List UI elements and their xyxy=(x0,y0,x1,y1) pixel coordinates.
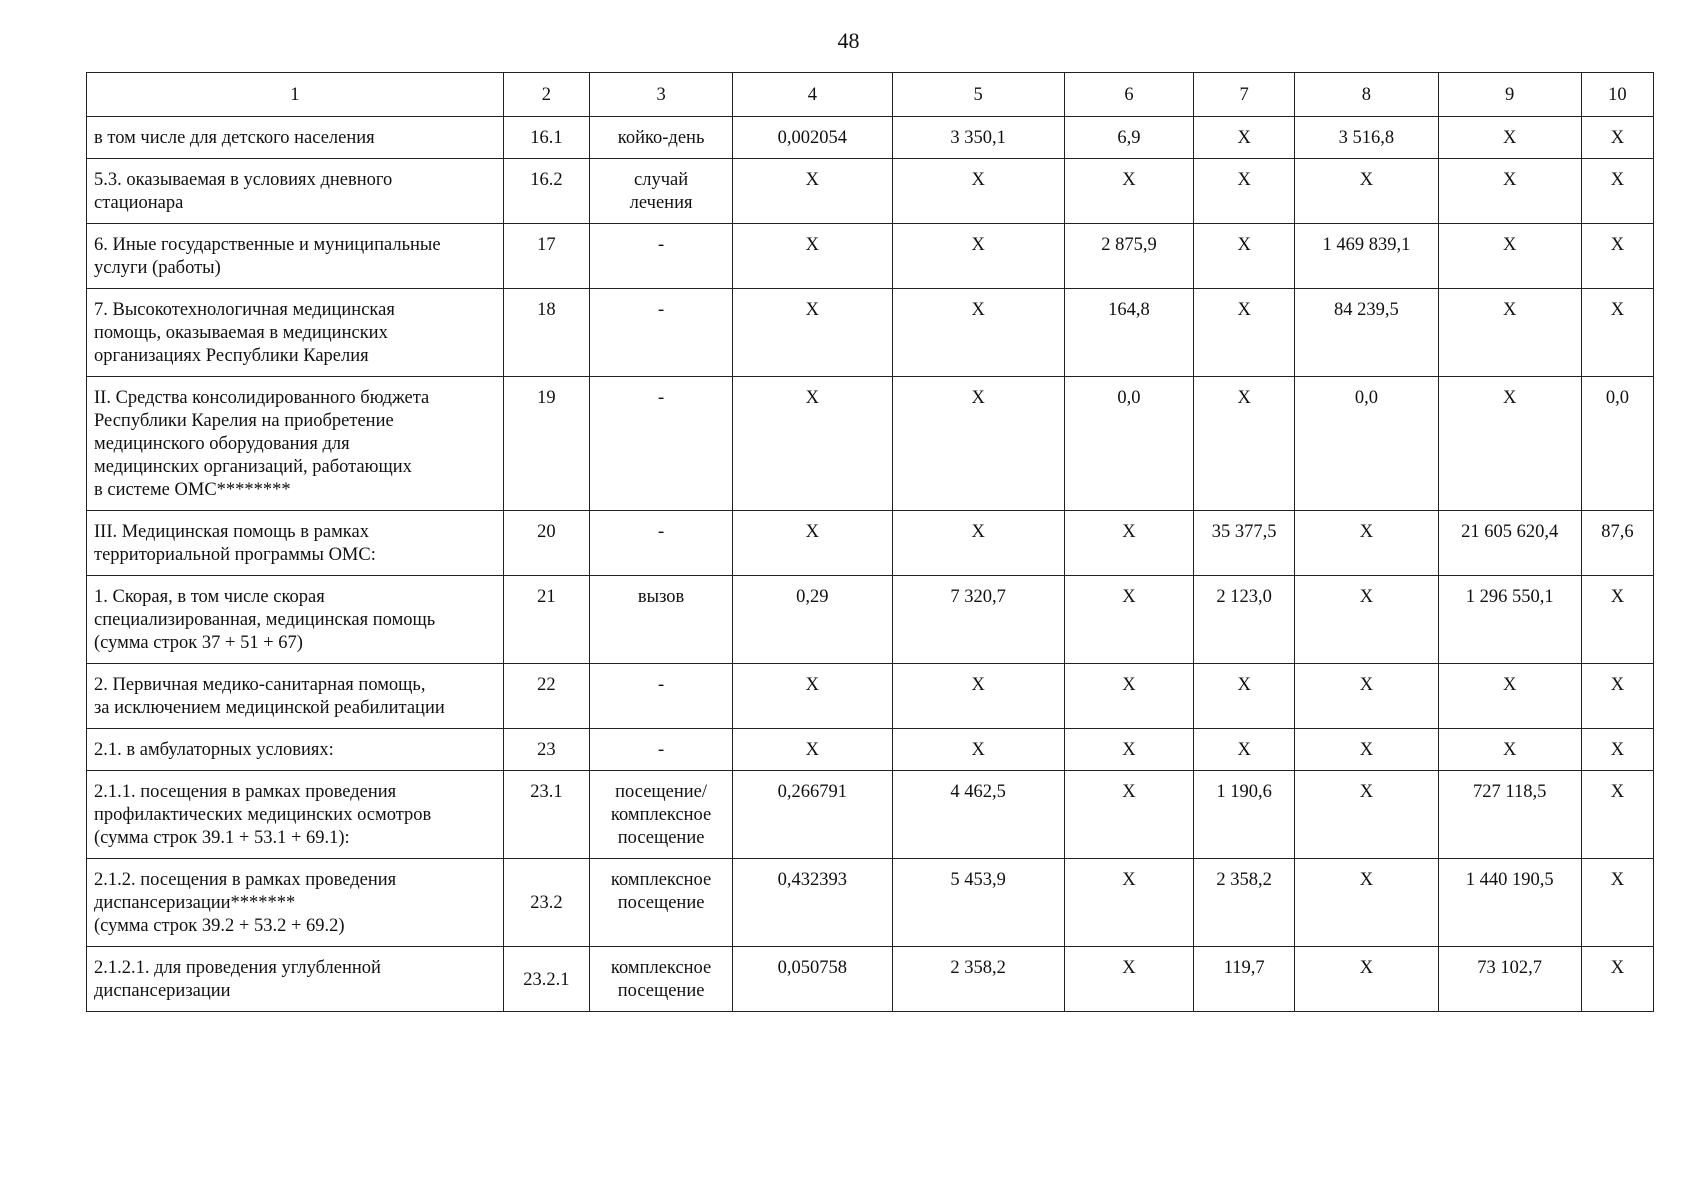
table-cell: Х xyxy=(1064,664,1193,729)
table-cell: Х xyxy=(892,289,1064,377)
table-cell: Х xyxy=(1581,224,1653,289)
table-cell: Х xyxy=(733,511,892,576)
table-cell: 3 516,8 xyxy=(1295,117,1438,159)
header-cell: 6 xyxy=(1064,73,1193,117)
row-code-cell: 23.2 xyxy=(503,859,589,947)
row-code-cell: 21 xyxy=(503,576,589,664)
header-cell: 4 xyxy=(733,73,892,117)
row-name-cell: 2.1. в амбулаторных условиях: xyxy=(87,729,504,771)
table-cell: 0,432393 xyxy=(733,859,892,947)
table-cell: 6,9 xyxy=(1064,117,1193,159)
financing-table xyxy=(86,72,1654,1012)
table-header-row xyxy=(87,73,1654,117)
table-cell: 3 350,1 xyxy=(892,117,1064,159)
table-cell: Х xyxy=(1194,289,1295,377)
unit-cell: посещение/ комплексное посещение xyxy=(589,771,732,859)
table-cell: 5 453,9 xyxy=(892,859,1064,947)
table-cell: Х xyxy=(1581,729,1653,771)
table-cell: 4 462,5 xyxy=(892,771,1064,859)
row-name-cell: 5.3. оказываемая в условиях дневного стационара xyxy=(87,159,504,224)
table-cell: Х xyxy=(1194,224,1295,289)
table-cell: Х xyxy=(1438,377,1581,511)
header-cell: 2 xyxy=(503,73,589,117)
row-name-cell: 1. Скорая, в том числе скорая специализированная, медицинская помощь (сумма строк 37 + 51 + 67) xyxy=(87,576,504,664)
row-name-cell: 6. Иные государственные и муниципальные услуги (работы) xyxy=(87,224,504,289)
row-code-cell: 16.2 xyxy=(503,159,589,224)
table-cell: Х xyxy=(892,664,1064,729)
table-cell: 1 296 550,1 xyxy=(1438,576,1581,664)
table-row xyxy=(87,377,1654,511)
table-cell: 0,266791 xyxy=(733,771,892,859)
table-cell: Х xyxy=(892,159,1064,224)
table-row xyxy=(87,159,1654,224)
table-cell: Х xyxy=(1295,664,1438,729)
table-row xyxy=(87,771,1654,859)
row-name-cell: 2. Первичная медико-санитарная помощь, за исключением медицинской реабилитации xyxy=(87,664,504,729)
table-cell: Х xyxy=(1194,664,1295,729)
table-cell: Х xyxy=(1438,289,1581,377)
table-row xyxy=(87,511,1654,576)
table-cell: 1 469 839,1 xyxy=(1295,224,1438,289)
table-row xyxy=(87,224,1654,289)
header-cell: 9 xyxy=(1438,73,1581,117)
table-cell: Х xyxy=(1438,117,1581,159)
table-cell: Х xyxy=(1194,377,1295,511)
unit-cell: - xyxy=(589,289,732,377)
table-cell: 35 377,5 xyxy=(1194,511,1295,576)
row-code-cell: 20 xyxy=(503,511,589,576)
table-cell: 119,7 xyxy=(1194,947,1295,1012)
table-cell: 0,0 xyxy=(1295,377,1438,511)
table-cell: Х xyxy=(1064,947,1193,1012)
unit-cell: - xyxy=(589,224,732,289)
unit-cell: комплексное посещение xyxy=(589,947,732,1012)
table-cell: Х xyxy=(1064,771,1193,859)
unit-cell: - xyxy=(589,511,732,576)
row-name-cell: 7. Высокотехнологичная медицинская помощь, оказываемая в медицинских организациях Республики Карелия xyxy=(87,289,504,377)
header-cell: 1 xyxy=(87,73,504,117)
table-row xyxy=(87,117,1654,159)
unit-cell: случай лечения xyxy=(589,159,732,224)
table-cell: Х xyxy=(1194,117,1295,159)
table-cell: 2 123,0 xyxy=(1194,576,1295,664)
header-cell: 7 xyxy=(1194,73,1295,117)
table-cell: Х xyxy=(1581,159,1653,224)
table-cell: Х xyxy=(1295,947,1438,1012)
table-row xyxy=(87,576,1654,664)
table-cell: Х xyxy=(1581,771,1653,859)
unit-cell: - xyxy=(589,664,732,729)
header-cell: 3 xyxy=(589,73,732,117)
row-code-cell: 22 xyxy=(503,664,589,729)
header-cell: 10 xyxy=(1581,73,1653,117)
table-cell: Х xyxy=(1295,511,1438,576)
table-cell: Х xyxy=(733,377,892,511)
row-code-cell: 17 xyxy=(503,224,589,289)
table-cell: 73 102,7 xyxy=(1438,947,1581,1012)
unit-cell: вызов xyxy=(589,576,732,664)
table-cell: 2 358,2 xyxy=(1194,859,1295,947)
table-row xyxy=(87,289,1654,377)
table-row xyxy=(87,859,1654,947)
table-cell: Х xyxy=(1064,859,1193,947)
table-cell: 727 118,5 xyxy=(1438,771,1581,859)
row-code-cell: 23.1 xyxy=(503,771,589,859)
table-cell: Х xyxy=(733,289,892,377)
table-cell: Х xyxy=(1064,159,1193,224)
row-name-cell: 2.1.1. посещения в рамках проведения профилактических медицинских осмотров (сумма строк 39.1 + 53.1 + 69.1): xyxy=(87,771,504,859)
table-cell: 87,6 xyxy=(1581,511,1653,576)
table-cell: Х xyxy=(1438,729,1581,771)
table-cell: 2 358,2 xyxy=(892,947,1064,1012)
unit-cell: койко-день xyxy=(589,117,732,159)
table-cell: 0,29 xyxy=(733,576,892,664)
table-cell: 0,0 xyxy=(1064,377,1193,511)
table-cell: Х xyxy=(1581,947,1653,1012)
table-cell: 0,0 xyxy=(1581,377,1653,511)
table-cell: Х xyxy=(892,729,1064,771)
table-cell: Х xyxy=(892,377,1064,511)
table-cell: Х xyxy=(733,224,892,289)
table-cell: 1 440 190,5 xyxy=(1438,859,1581,947)
table-cell: Х xyxy=(733,729,892,771)
row-name-cell: 2.1.2.1. для проведения углубленной диспансеризации xyxy=(87,947,504,1012)
table-cell: 84 239,5 xyxy=(1295,289,1438,377)
table-cell: Х xyxy=(1581,576,1653,664)
table-row xyxy=(87,664,1654,729)
row-name-cell: III. Медицинская помощь в рамках территориальной программы ОМС: xyxy=(87,511,504,576)
table-row xyxy=(87,729,1654,771)
table-row xyxy=(87,947,1654,1012)
header-cell: 5 xyxy=(892,73,1064,117)
table-cell: Х xyxy=(1438,159,1581,224)
header-cell: 8 xyxy=(1295,73,1438,117)
table-cell: Х xyxy=(1581,117,1653,159)
table-cell: Х xyxy=(1064,576,1193,664)
table-cell: Х xyxy=(1064,511,1193,576)
table-cell: Х xyxy=(892,224,1064,289)
table-cell: Х xyxy=(733,664,892,729)
row-name-cell: II. Средства консолидированного бюджета Республики Карелия на приобретение медицинского оборудования для медицинских организаций, работающих в системе ОМС******** xyxy=(87,377,504,511)
table-cell: Х xyxy=(892,511,1064,576)
row-code-cell: 23.2.1 xyxy=(503,947,589,1012)
row-name-cell: в том числе для детского населения xyxy=(87,117,504,159)
table-cell: Х xyxy=(1295,576,1438,664)
table-cell: 21 605 620,4 xyxy=(1438,511,1581,576)
table-cell: Х xyxy=(733,159,892,224)
table-cell: 7 320,7 xyxy=(892,576,1064,664)
row-code-cell: 23 xyxy=(503,729,589,771)
table-cell: Х xyxy=(1438,224,1581,289)
unit-cell: комплексное посещение xyxy=(589,859,732,947)
unit-cell: - xyxy=(589,377,732,511)
row-code-cell: 16.1 xyxy=(503,117,589,159)
table-cell: Х xyxy=(1581,664,1653,729)
row-code-cell: 19 xyxy=(503,377,589,511)
table-cell: Х xyxy=(1581,859,1653,947)
page-number: 48 xyxy=(837,28,860,53)
table-cell: Х xyxy=(1064,729,1193,771)
table-cell: 2 875,9 xyxy=(1064,224,1193,289)
table-cell: Х xyxy=(1295,771,1438,859)
table-cell: Х xyxy=(1194,159,1295,224)
table-cell: 0,050758 xyxy=(733,947,892,1012)
table-cell: Х xyxy=(1581,289,1653,377)
unit-cell: - xyxy=(589,729,732,771)
row-code-cell: 18 xyxy=(503,289,589,377)
row-name-cell: 2.1.2. посещения в рамках проведения диспансеризации******* (сумма строк 39.2 + 53.2 + 69.2) xyxy=(87,859,504,947)
table-cell: Х xyxy=(1295,859,1438,947)
table-cell: 164,8 xyxy=(1064,289,1193,377)
table-cell: 0,002054 xyxy=(733,117,892,159)
table-cell: Х xyxy=(1295,729,1438,771)
table-cell: Х xyxy=(1194,729,1295,771)
table-cell: Х xyxy=(1295,159,1438,224)
table-cell: Х xyxy=(1438,664,1581,729)
table-cell: 1 190,6 xyxy=(1194,771,1295,859)
